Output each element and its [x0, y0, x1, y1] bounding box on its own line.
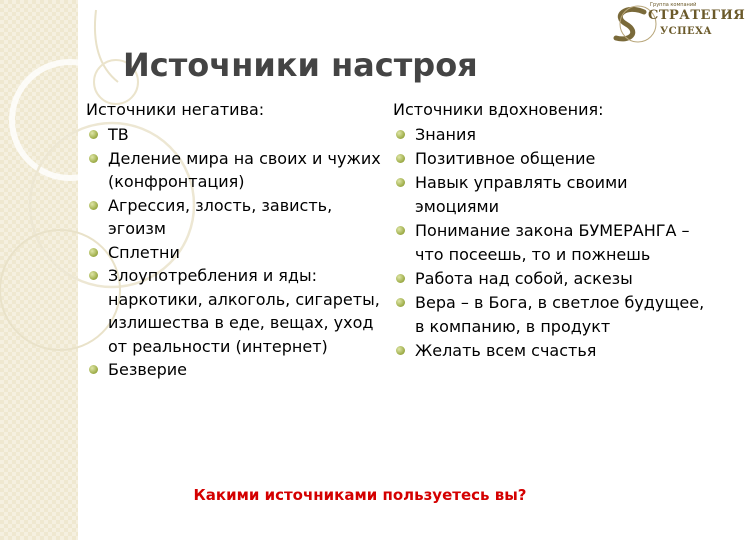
- list-item: Злоупотребления и яды: наркотики, алкоголь, сигареты, излишества в еде, вещах, уход от реальности (интернет): [86, 264, 386, 358]
- closing-question: Какими источниками пользуетесь вы?: [193, 486, 527, 504]
- logo-text-success: УСПЕХА: [660, 26, 713, 37]
- negative-sources-heading: Источники негатива:: [86, 100, 265, 119]
- list-item: Сплетни: [86, 241, 386, 265]
- list-item: Безверие: [86, 358, 386, 382]
- list-item: Работа над собой, аскезы: [393, 267, 713, 291]
- bullet-icon: [89, 201, 98, 210]
- bullet-icon: [89, 271, 98, 280]
- bullet-icon: [396, 154, 405, 163]
- inspiration-sources-column: [393, 98, 713, 363]
- company-logo: [608, 2, 745, 44]
- list-item: Деление мира на своих и чужих (конфронтация): [86, 147, 386, 194]
- bullet-icon: [396, 346, 405, 355]
- list-item: Вера – в Бога, в светлое будущее, в компанию, в продукт: [393, 291, 713, 339]
- page-title: Источники настроя: [123, 46, 478, 84]
- list-item: ТВ: [86, 123, 386, 147]
- list-item: Понимание закона БУМЕРАНГА – что посеешь, то и пожнешь: [393, 219, 713, 267]
- inspiration-sources-list: [393, 123, 713, 363]
- bullet-icon: [396, 226, 405, 235]
- list-item: Желать всем счастья: [393, 339, 713, 363]
- list-item: Знания: [393, 123, 713, 147]
- list-item: Агрессия, злость, зависть, эгоизм: [86, 194, 386, 241]
- list-item: Позитивное общение: [393, 147, 713, 171]
- bullet-icon: [89, 365, 98, 374]
- negative-sources-column: [86, 98, 386, 382]
- list-item: Навык управлять своими эмоциями: [393, 171, 713, 219]
- bullet-icon: [89, 248, 98, 257]
- inspiration-sources-heading: Источники вдохновения:: [393, 100, 604, 119]
- logo-text-strategy: СТРАТЕГИЯ: [648, 8, 745, 23]
- bullet-icon: [396, 274, 405, 283]
- logo-top-text: Группа компаний: [650, 2, 697, 8]
- bullet-icon: [396, 130, 405, 139]
- bullet-icon: [89, 154, 98, 163]
- negative-sources-list: [86, 123, 386, 382]
- bullet-icon: [89, 130, 98, 139]
- bullet-icon: [396, 298, 405, 307]
- bullet-icon: [396, 178, 405, 187]
